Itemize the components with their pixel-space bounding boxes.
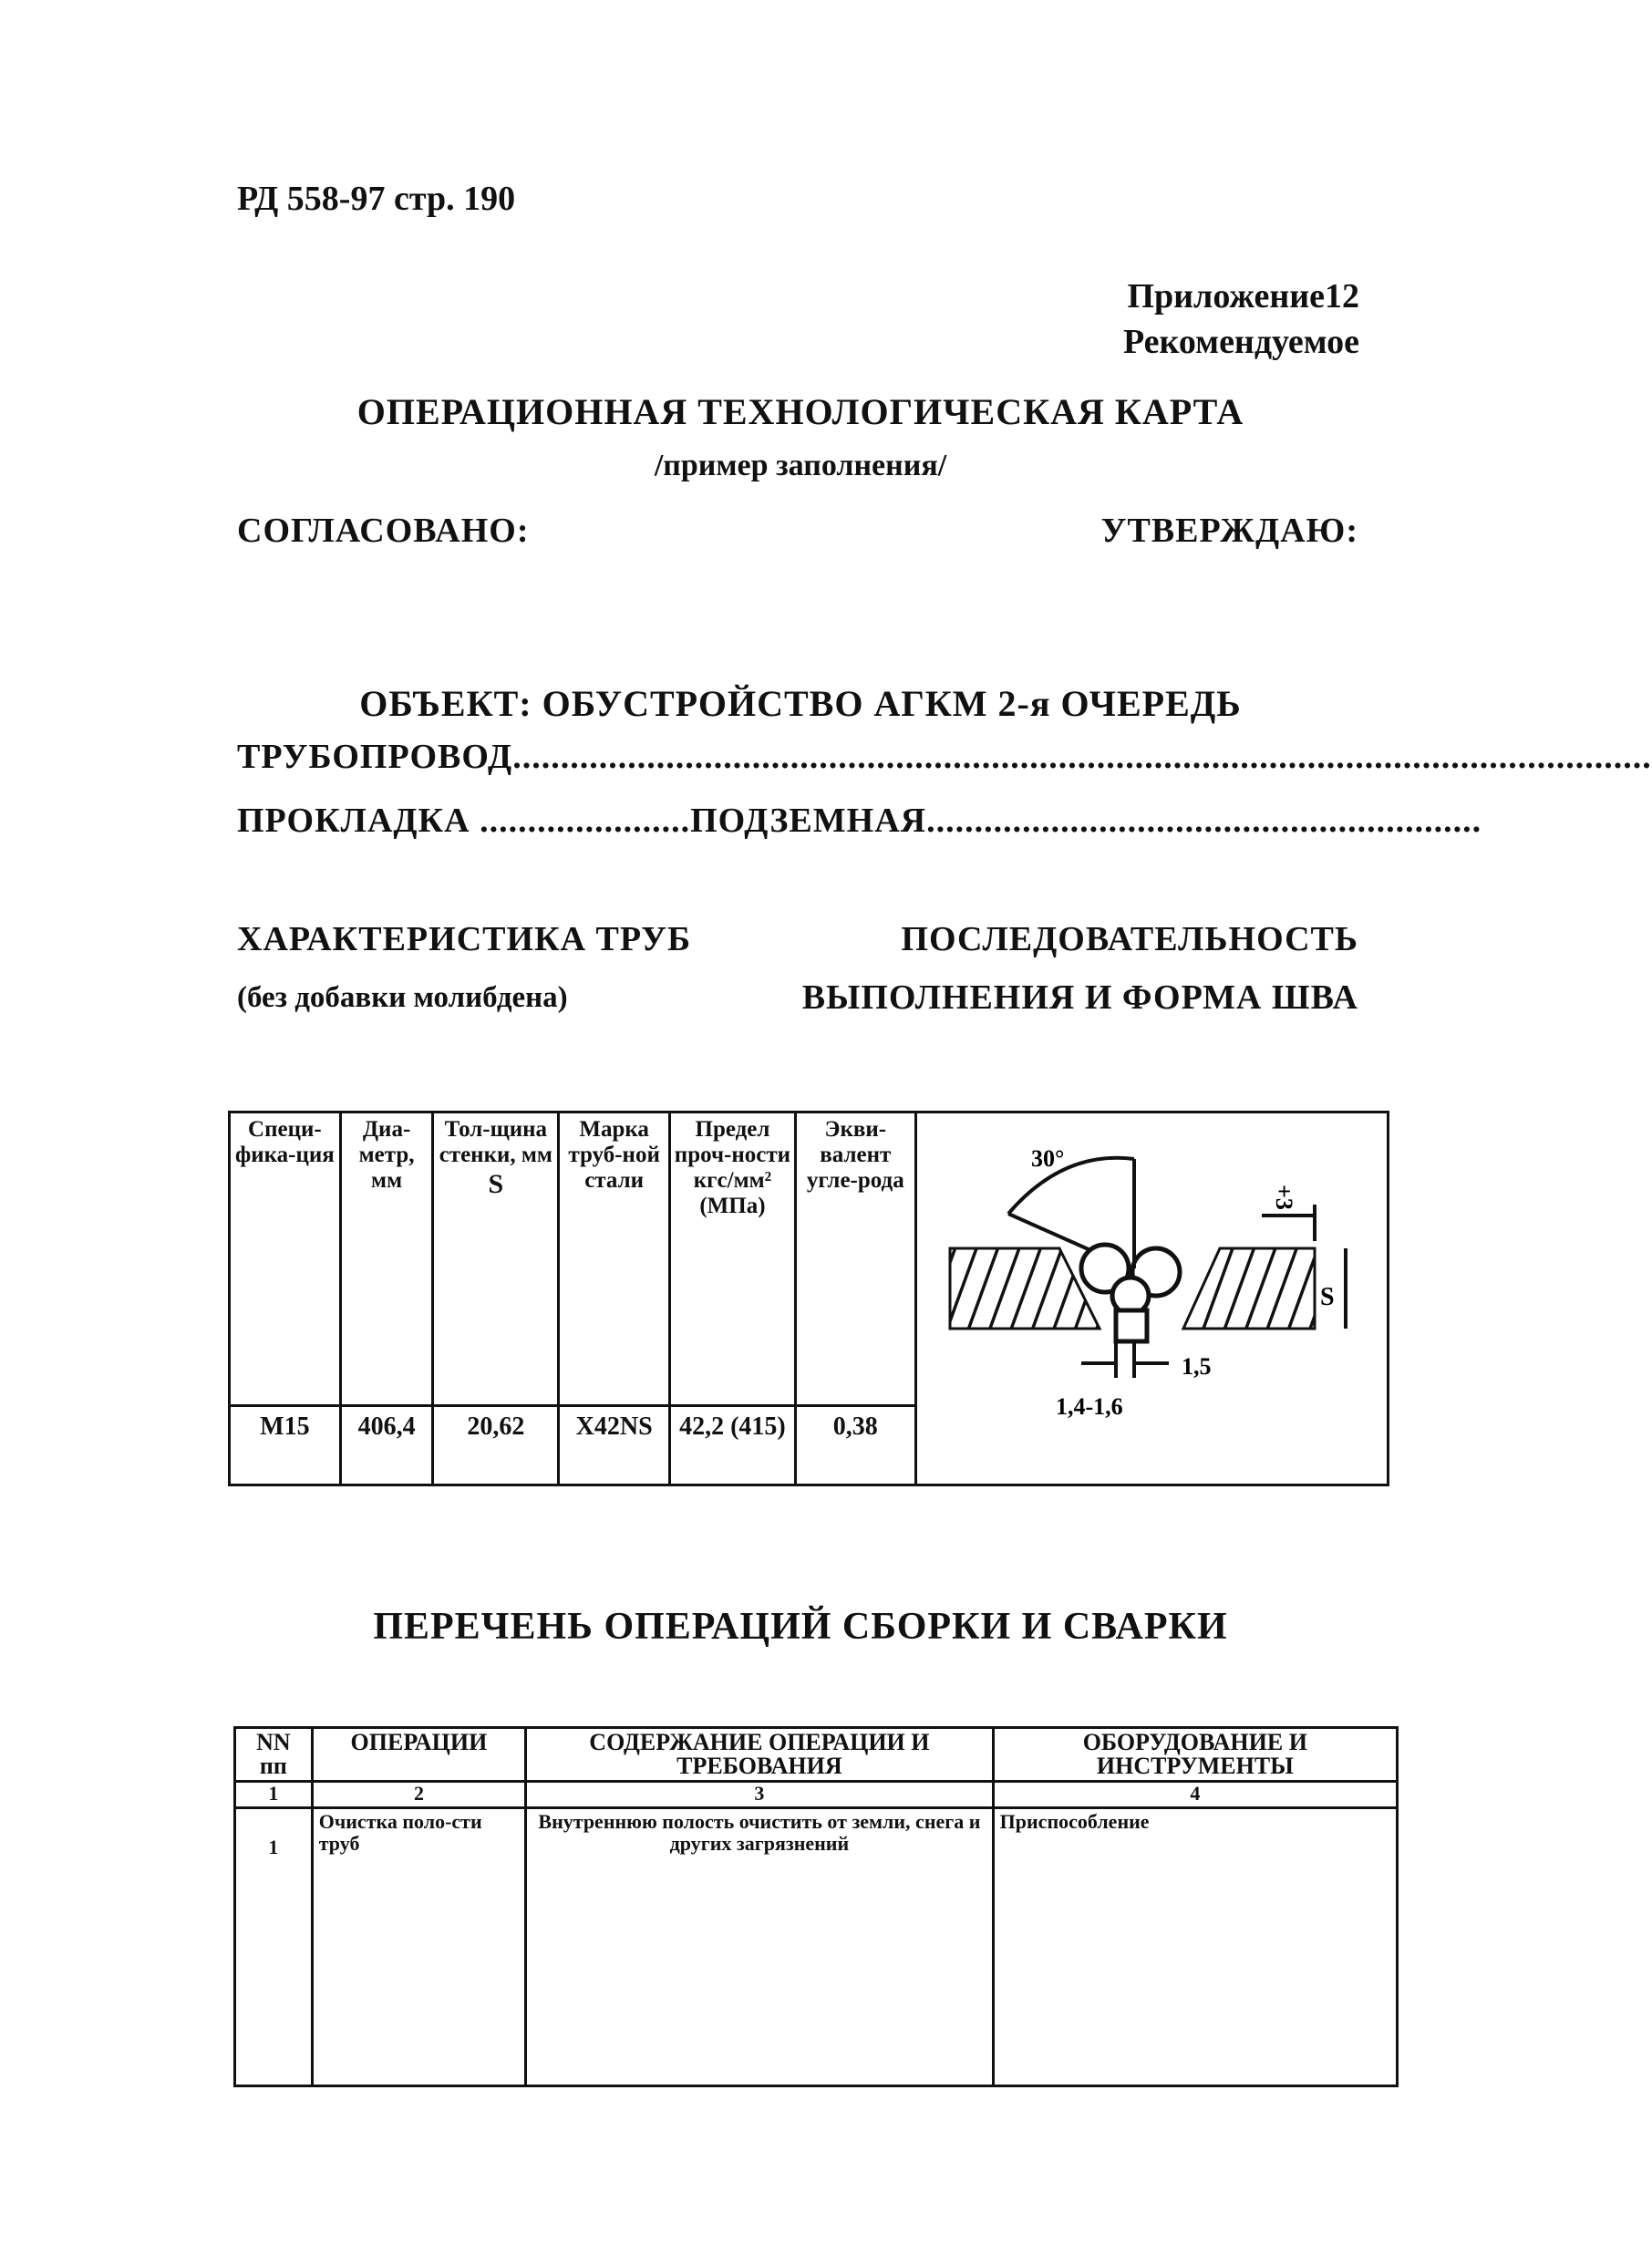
- value-strength: 42,2 (415): [670, 1405, 796, 1485]
- row-equipment: Приспособление: [993, 1808, 1397, 2086]
- col-number-3: 3: [526, 1782, 994, 1808]
- agreed-label: СОГЛАСОВАНО:: [237, 512, 530, 550]
- root-label: 1,4-1,6: [1055, 1393, 1123, 1420]
- approved-label: УТВЕРЖДАЮ:: [1100, 512, 1358, 550]
- col-number-4: 4: [993, 1782, 1397, 1808]
- gap-label: 1,5: [1181, 1353, 1212, 1380]
- weld-joint-diagram: [917, 1113, 1384, 1482]
- angle-line: [1008, 1214, 1090, 1250]
- pipe-characteristics-note: (без добавки молибдена): [237, 981, 568, 1014]
- operations-table: [233, 1726, 1399, 2087]
- document-title: ОПЕРАЦИОННАЯ ТЕХНОЛОГИЧЕСКАЯ КАРТА: [356, 391, 1244, 432]
- operations-header-row: [235, 1728, 1398, 1782]
- header-number: NN пп: [235, 1728, 313, 1782]
- header-diameter: Диа-метр, мм: [340, 1112, 433, 1406]
- operations-title: ПЕРЕЧЕНЬ ОПЕРАЦИЙ СБОРКИ И СВАРКИ: [373, 1606, 1228, 1648]
- weld-root: [1116, 1310, 1147, 1341]
- pipe-characteristics-table: [228, 1111, 1389, 1486]
- value-specification: М15: [230, 1405, 341, 1485]
- value-carbon-equivalent: 0,38: [795, 1405, 915, 1485]
- pipeline-dots: .......................................................................................................................: [512, 738, 1652, 776]
- document-subtitle: /пример заполнения/: [654, 449, 947, 482]
- value-thickness: 20,62: [433, 1405, 559, 1485]
- header-carbon-equivalent: Экви-валент угле-рода: [795, 1112, 915, 1406]
- header-thickness-symbol: S: [488, 1169, 504, 1199]
- pipeline-line: [237, 737, 1652, 777]
- laying-value: ПОДЗЕМНАЯ: [690, 802, 927, 840]
- document-reference: РД 558-97 стр. 190: [237, 180, 516, 218]
- laying-line: [237, 801, 1482, 841]
- laying-label: ПРОКЛАДКА: [237, 802, 470, 840]
- header-strength: Предел проч-ности кгс/мм² (МПа): [670, 1112, 796, 1406]
- side-dim-label: S: [1319, 1283, 1335, 1311]
- operations-column-numbers: [235, 1782, 1398, 1808]
- pipeline-label: ТРУБОПРОВОД: [237, 738, 513, 776]
- header-steel-grade: Марка труб-ной стали: [559, 1112, 670, 1406]
- weld-diagram-cell: [915, 1112, 1388, 1485]
- operations-row: [235, 1808, 1398, 2086]
- header-thickness-text: Тол-щина стенки, мм: [439, 1117, 552, 1167]
- row-operation: Очистка поло-сти труб: [312, 1808, 525, 2086]
- appendix-block: [1123, 274, 1359, 365]
- laying-dots-end: ..........................................................: [926, 802, 1482, 840]
- header-equipment: ОБОРУДОВАНИЕ И ИНСТРУМЕНТЫ: [993, 1728, 1397, 1782]
- appendix-status: Рекомендуемое: [1122, 323, 1359, 361]
- header-operation: ОПЕРАЦИИ: [312, 1728, 525, 1782]
- right-plate: [1183, 1248, 1315, 1329]
- header-specification: Специ-фика-ция: [230, 1112, 341, 1406]
- pipe-characteristics-title: ХАРАКТЕРИСТИКА ТРУБ: [237, 920, 692, 958]
- laying-dots: ......................: [470, 802, 691, 840]
- header-content: СОДЕРЖАНИЕ ОПЕРАЦИИ И ТРЕБОВАНИЯ: [526, 1728, 994, 1782]
- col-number-1: 1: [235, 1782, 313, 1808]
- angle-arc: [1008, 1158, 1134, 1214]
- pipe-table-header-row: [230, 1112, 1389, 1406]
- sequence-title-1: ПОСЛЕДОВАТЕЛЬНОСТЬ: [901, 920, 1358, 958]
- value-diameter: 406,4: [340, 1405, 433, 1485]
- left-plate: [950, 1248, 1100, 1329]
- row-content: Внутреннюю полость очистить от земли, снега и других загрязнений: [526, 1808, 994, 2086]
- top-dim-label: +3: [1270, 1185, 1297, 1210]
- angle-label: 30°: [1030, 1145, 1065, 1172]
- col-number-2: 2: [312, 1782, 525, 1808]
- appendix-number: Приложение12: [1127, 277, 1359, 316]
- sequence-title-2: ВЫПОЛНЕНИЯ И ФОРМА ШВА: [801, 978, 1358, 1017]
- value-steel-grade: X42NS: [559, 1405, 670, 1485]
- header-thickness: [433, 1112, 559, 1406]
- row-number: 1: [235, 1808, 313, 2086]
- object-title: ОБЪЕКТ: ОБУСТРОЙСТВО АГКМ 2-я ОЧЕРЕДЬ: [359, 683, 1242, 724]
